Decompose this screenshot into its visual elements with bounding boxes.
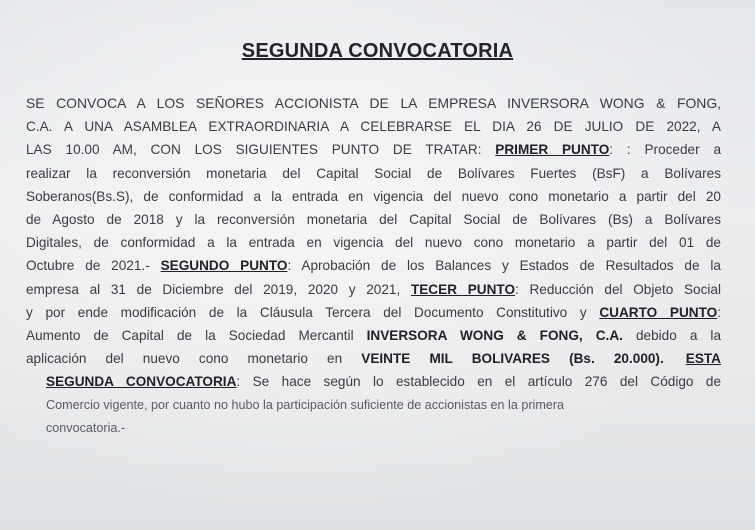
company-name: INVERSORA WONG & FONG, C.A. [366, 328, 623, 344]
capital-amount: VEINTE MIL BOLIVARES (Bs. 20.000). [361, 351, 664, 367]
fourth-point-heading: CUARTO PUNTO [599, 304, 718, 320]
text-line: Soberanos(Bs.S), de conformidad a la entrada en vigencia del nuevo cono monetario a partir del 20 [26, 188, 721, 204]
text-line [26, 254, 721, 277]
first-point-heading: PRIMER PUNTO [495, 142, 610, 158]
text-segment: aplicación del nuevo cono monetario en [26, 351, 362, 367]
text-line: Digitales, de conformidad a la entrada en vigencia del nuevo cono monetario a partir del 01 de [26, 235, 721, 251]
text-line: realizar la reconversión monetaria del Capital Social de Bolívares Fuertes (BsF) a Bolívares [26, 165, 721, 181]
text-line: Comercio vigente, por cuanto no hubo la participación suficiente de accionistas en la primera [46, 397, 565, 412]
text-segment: : Se hace según lo establecido en el artículo 276 del Código de [236, 374, 721, 390]
text-line [26, 370, 721, 393]
text-segment: Octubre de 2021.- [26, 258, 161, 274]
text-segment: y por ende modificación de la Cláusula Tercera del Documento Constitutivo y [26, 304, 600, 320]
text-line: de Agosto de 2018 y la reconversión monetaria del Capital Social de Bolívares (Bs) a Bolívares [26, 212, 721, 228]
third-point-heading: TECER PUNTO [410, 281, 516, 297]
text-line: C.A. A UNA ASAMBLEA EXTRAORDINARIA A CELEBRARSE EL DIA 26 DE JULIO DE 2022, A [26, 119, 721, 135]
text-segment: : [717, 304, 721, 320]
document-body [26, 92, 721, 440]
text-line: convocatoria.- [46, 420, 126, 435]
text-line: SE CONVOCA A LOS SEÑORES ACCIONISTA DE LA EMPRESA INVERSORA WONG & FONG, [26, 95, 721, 111]
second-call-heading: SEGUNDA CONVOCATORIA [46, 374, 237, 390]
text-line [26, 324, 721, 347]
text-line [26, 301, 721, 324]
document-title: SEGUNDA CONVOCATORIA [241, 40, 514, 62]
text-segment: Aumento de Capital de la Sociedad Mercantil [26, 328, 367, 344]
text-segment: : : Proceder a [609, 142, 721, 158]
text-segment: LAS 10.00 AM, CON LOS SIGUIENTES PUNTO DE TRATAR: [26, 142, 496, 158]
esta-heading: ESTA [685, 351, 721, 367]
text-segment: : Aprobación de los Balances y Estados de Resultados de la [287, 258, 721, 274]
text-segment: debido a la [622, 328, 721, 344]
text-segment: : Reducción del Objeto Social [515, 281, 721, 297]
text-line [26, 138, 721, 161]
text-line [26, 278, 721, 301]
second-point-heading: SEGUNDO PUNTO [160, 258, 288, 274]
text-line [26, 347, 721, 370]
text-segment: empresa al 31 de Diciembre del 2019, 2020 y 2021, [26, 281, 411, 297]
